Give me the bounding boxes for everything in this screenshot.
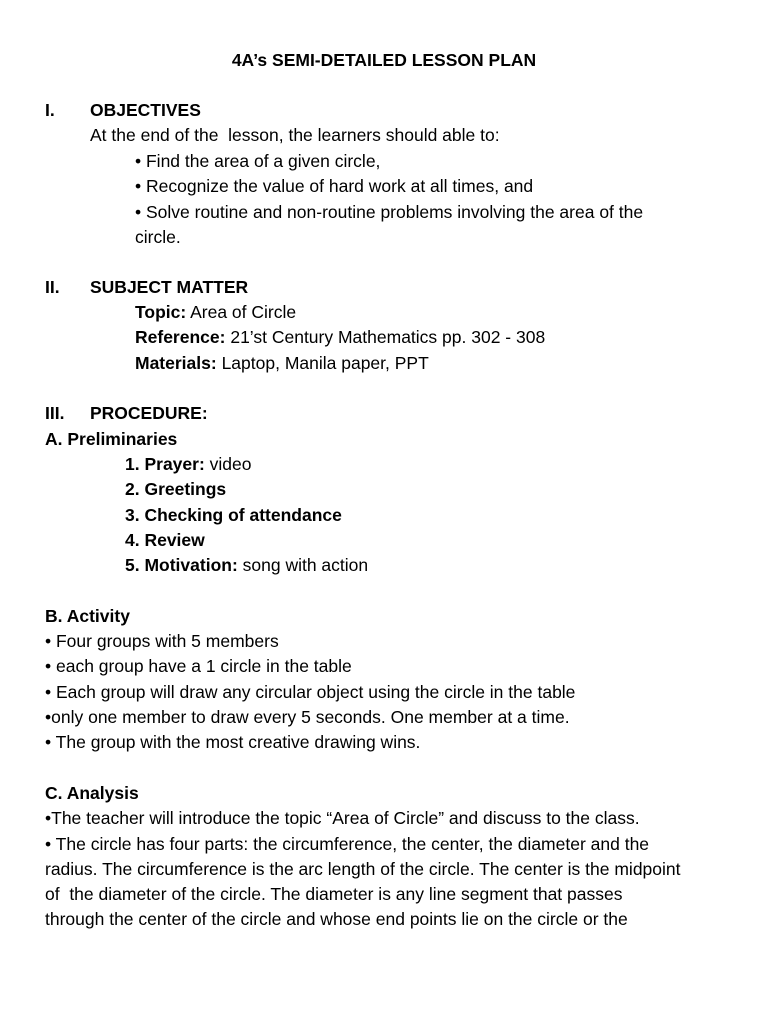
analysis-line: radius. The circumference is the arc length of the circle. The center is the midpoint <box>45 859 681 879</box>
preliminary-item <box>125 557 368 575</box>
procedure-heading: PROCEDURE: <box>90 403 208 423</box>
preliminary-item <box>125 532 205 550</box>
activity-heading: B. Activity <box>45 606 130 626</box>
subject-matter-numeral: II. <box>45 277 60 297</box>
preliminaries-heading: A. Preliminaries <box>45 429 178 449</box>
activity-line: • each group have a 1 circle in the table <box>45 656 352 676</box>
subject-matter-heading: SUBJECT MATTER <box>90 277 249 297</box>
topic-line <box>135 304 296 322</box>
topic-label: Topic: <box>135 302 187 322</box>
analysis-line: • The circle has four parts: the circumference, the center, the diameter and the <box>45 834 650 854</box>
preliminary-item-value: video <box>204 454 252 474</box>
activity-line: •only one member to draw every 5 seconds. One member at a time. <box>45 707 570 727</box>
activity-line: • Four groups with 5 members <box>45 631 279 651</box>
preliminary-item-label: 4. Review <box>125 530 205 550</box>
analysis-line: •The teacher will introduce the topic “Area of Circle” and discuss to the class. <box>45 808 640 828</box>
objective-bullet: • Solve routine and non-routine problems involving the area of the <box>135 202 644 222</box>
objectives-heading: OBJECTIVES <box>90 100 201 120</box>
preliminary-item-label: 5. Motivation: <box>125 555 238 575</box>
preliminary-item-label: 3. Checking of attendance <box>125 505 342 525</box>
activity-line: • The group with the most creative drawing wins. <box>45 732 421 752</box>
materials-label: Materials: <box>135 353 217 373</box>
preliminary-item-label: 2. Greetings <box>125 479 227 499</box>
document-title: 4A’s SEMI-DETAILED LESSON PLAN <box>231 50 537 70</box>
topic-value: Area of Circle <box>186 302 297 322</box>
objectives-numeral: I. <box>45 100 55 120</box>
preliminary-item <box>125 507 342 525</box>
objectives-intro: At the end of the lesson, the learners should able to: <box>90 125 500 145</box>
preliminary-item-value: song with action <box>237 555 369 575</box>
reference-value: 21’st Century Mathematics pp. 302 - 308 <box>225 327 546 347</box>
preliminary-item-label: 1. Prayer: <box>125 454 205 474</box>
objective-bullet: • Recognize the value of hard work at all times, and <box>135 176 534 196</box>
materials-value: Laptop, Manila paper, PPT <box>216 353 429 373</box>
analysis-line: through the center of the circle and whose end points lie on the circle or the <box>45 909 628 929</box>
materials-line <box>135 355 429 373</box>
objective-bullet-continuation: circle. <box>135 227 181 247</box>
reference-label: Reference: <box>135 327 226 347</box>
objective-bullet: • Find the area of a given circle, <box>135 151 381 171</box>
activity-line: • Each group will draw any circular object using the circle in the table <box>45 682 576 702</box>
analysis-heading: C. Analysis <box>45 783 139 803</box>
analysis-line: of the diameter of the circle. The diameter is any line segment that passes <box>45 884 623 904</box>
procedure-numeral: III. <box>45 403 65 423</box>
reference-line <box>135 329 545 347</box>
preliminary-item <box>125 481 226 499</box>
preliminary-item <box>125 456 251 474</box>
